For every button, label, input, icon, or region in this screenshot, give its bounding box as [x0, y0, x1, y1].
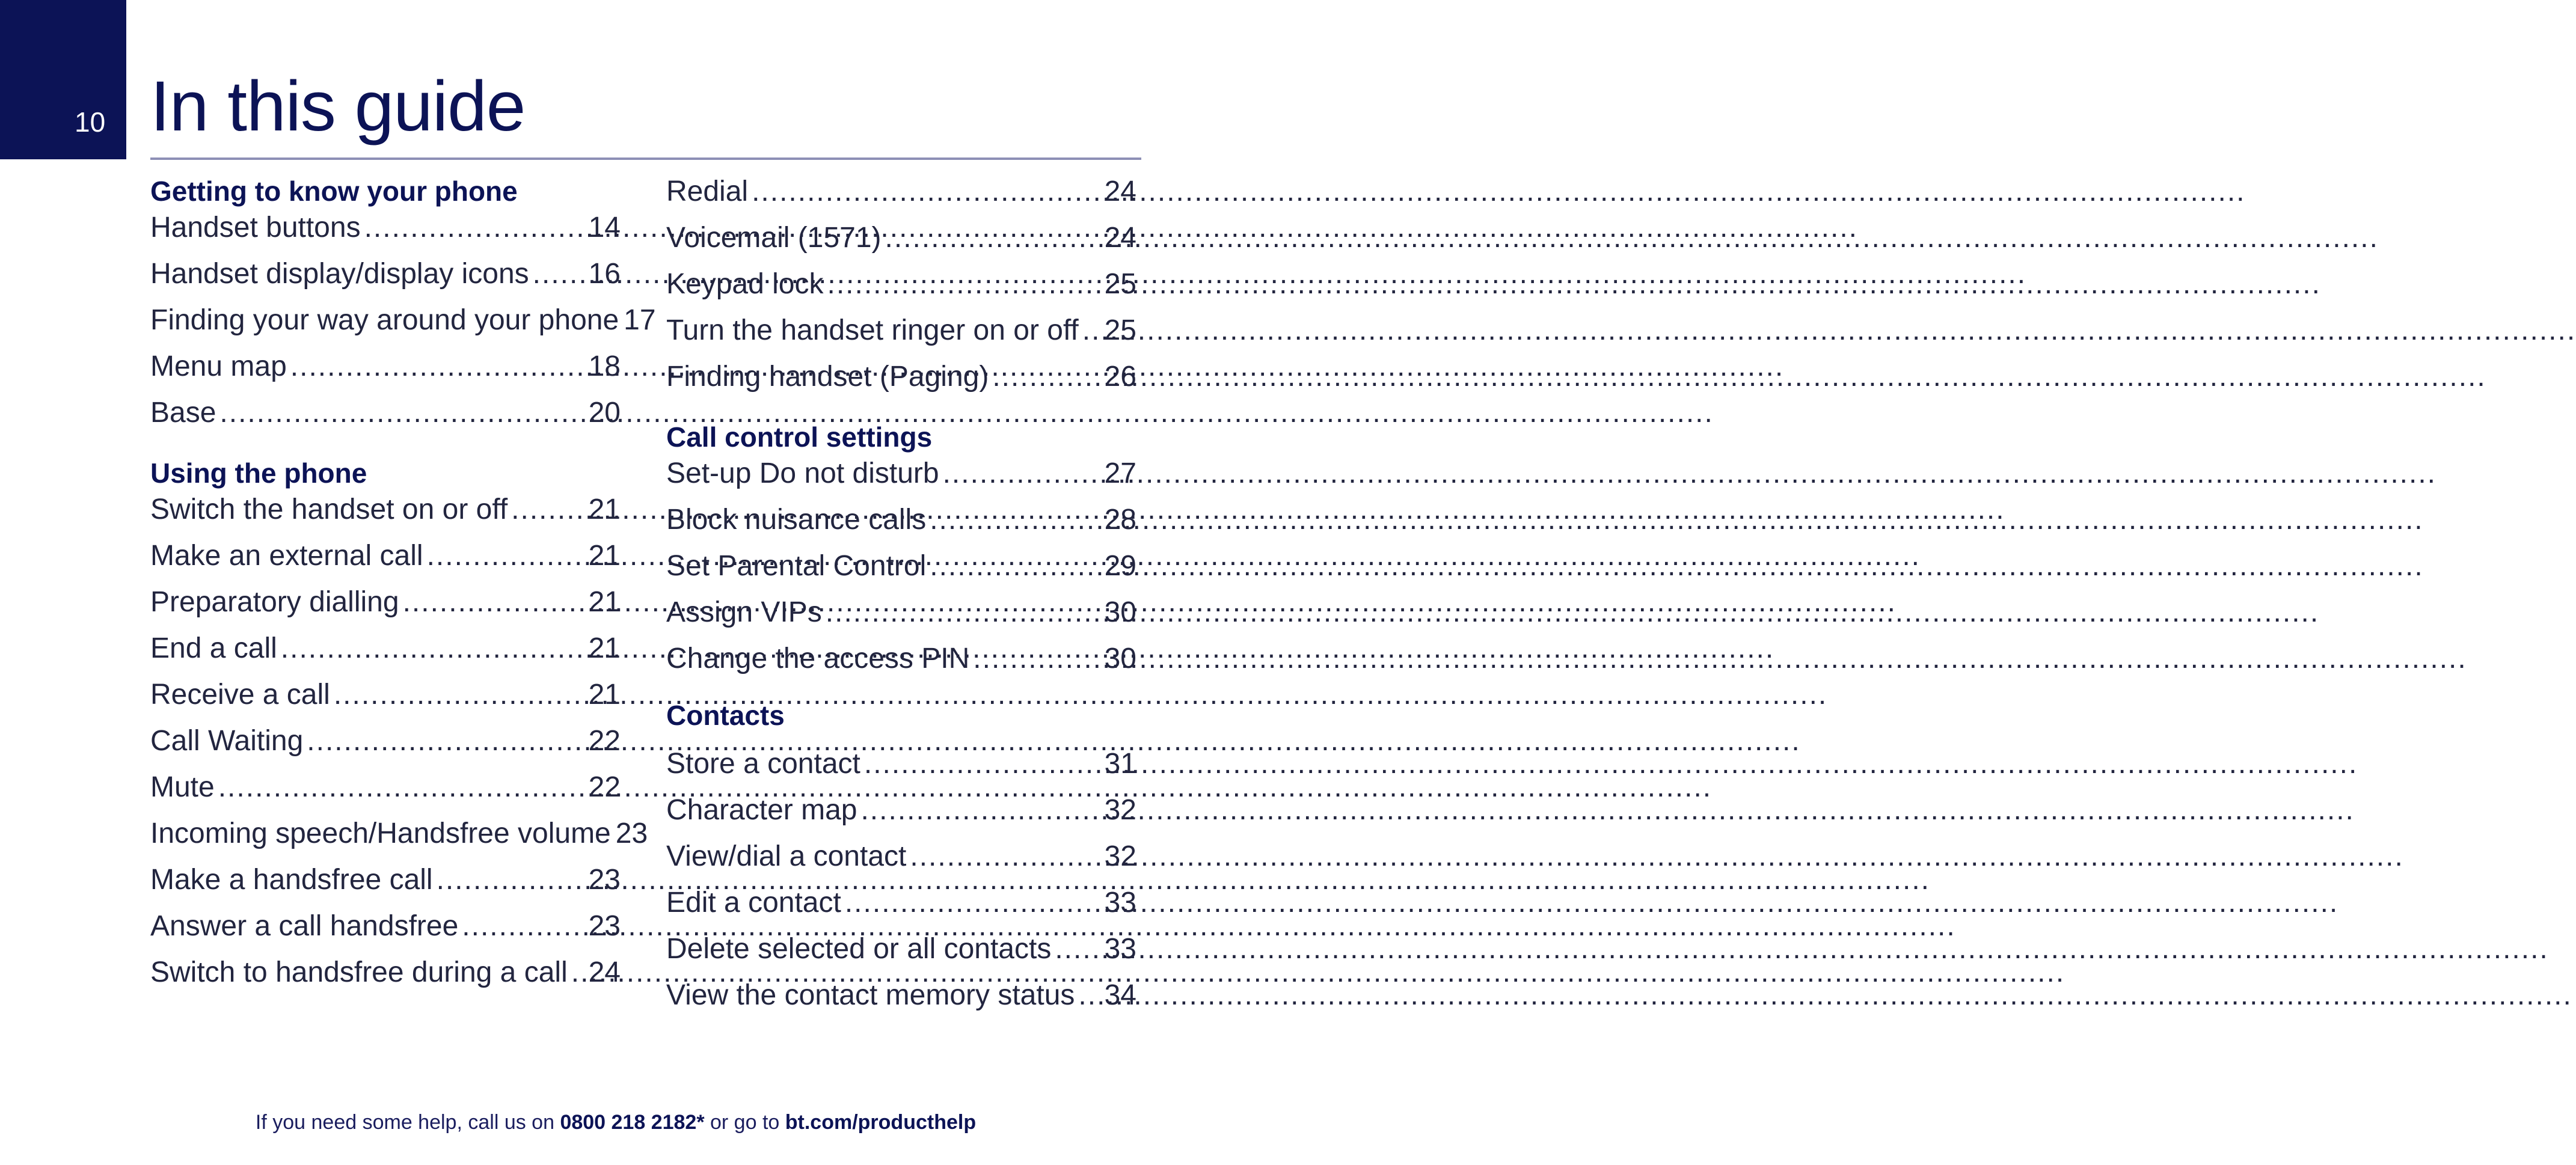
toc-entry-page: 30 [1104, 643, 1136, 674]
toc-entry-label: Voicemail (1571) [666, 222, 882, 254]
toc-entry-label: Menu map [150, 350, 287, 382]
toc-entry-page: 33 [1104, 933, 1136, 965]
leader-dots [218, 769, 587, 806]
toc-entry-page: 24 [1104, 222, 1136, 254]
toc-entry-label: View/dial a contact [666, 840, 907, 872]
toc-entry-page: 33 [1104, 887, 1136, 919]
toc-entry[interactable] [666, 745, 1136, 792]
toc-entry[interactable] [666, 792, 1136, 838]
leader-dots [910, 838, 1103, 875]
leader-dots [427, 537, 587, 575]
toc-entry[interactable] [666, 931, 1136, 977]
toc-entry[interactable] [666, 594, 1136, 640]
toc-entry-label: Switch to handsfree during a call [150, 956, 568, 988]
toc-entry-page: 25 [1104, 268, 1136, 300]
toc-entry-label: View the contact memory status [666, 979, 1075, 1011]
leader-dots [437, 861, 587, 899]
leader-dots [860, 792, 1103, 829]
toc-entry-label: Block nuisance calls [666, 504, 927, 536]
leader-dots [885, 219, 1103, 257]
toc-entry-page: 21 [588, 586, 621, 618]
toc-entry-page: 34 [1104, 979, 1136, 1011]
toc-entry[interactable] [666, 455, 1136, 501]
toc-entry-label: Make a handsfree call [150, 864, 433, 896]
toc-entry-label: Change the access PIN [666, 643, 970, 674]
toc-entry-page: 32 [1104, 794, 1136, 826]
toc-entry[interactable] [150, 815, 648, 861]
toc-entry[interactable] [666, 358, 1136, 405]
toc-left-column [150, 173, 656, 1000]
leader-dots [281, 630, 587, 667]
toc-entry[interactable] [150, 954, 621, 1000]
section-heading-using-the-phone: Using the phone [150, 457, 367, 489]
toc-entry[interactable] [666, 838, 1136, 884]
toc-entry-page: 23 [588, 910, 621, 942]
help-url-link[interactable]: bt.com/producthelp [785, 1111, 977, 1134]
section-heading-call-control: Call control settings [666, 421, 933, 453]
leader-dots [930, 501, 1103, 539]
toc-entry-label: Character map [666, 794, 857, 826]
toc-entry[interactable] [150, 723, 621, 769]
toc-entry-page: 17 [624, 304, 656, 336]
toc-entry-page: 29 [1104, 550, 1136, 582]
toc-entry-label: Receive a call [150, 679, 330, 711]
toc-entry-label: Finding your way around your phone [150, 304, 619, 336]
leader-dots [533, 255, 587, 293]
toc-entry-label: Set-up Do not disturb [666, 457, 939, 489]
leader-dots [1055, 931, 1103, 968]
leader-dots [1078, 977, 1103, 1014]
toc-entry-page: 32 [1104, 840, 1136, 872]
leader-dots [752, 173, 1103, 210]
toc-entry-label: Finding handset (Paging) [666, 361, 989, 393]
toc-entry[interactable] [666, 548, 1136, 594]
toc-entry-label: Answer a call handsfree [150, 910, 459, 942]
toc-entry-page: 16 [588, 258, 621, 290]
toc-entry[interactable] [150, 394, 621, 441]
toc-entry[interactable] [150, 209, 621, 255]
leader-dots [992, 358, 1103, 396]
section-heading-getting-to-know: Getting to know your phone [150, 176, 518, 207]
toc-entry-page: 21 [588, 632, 621, 664]
toc-entry[interactable] [666, 266, 1136, 312]
toc-entry-page: 20 [588, 397, 621, 429]
toc-entry-label: Turn the handset ringer on or off [666, 314, 1079, 346]
toc-entry[interactable] [150, 255, 621, 302]
leader-dots [219, 394, 587, 432]
toc-entry[interactable] [666, 501, 1136, 548]
toc-entry-label: Base [150, 397, 216, 429]
leader-dots [403, 584, 587, 621]
toc-entry-label: Mute [150, 771, 215, 803]
toc-entry-page: 24 [588, 956, 621, 988]
toc-entry-page: 21 [588, 679, 621, 711]
toc-entry-page: 21 [588, 540, 621, 572]
toc-entry[interactable] [666, 884, 1136, 931]
toc-entry-label: Set Parental Control [666, 550, 927, 582]
toc-entry[interactable] [150, 861, 621, 908]
toc-entry-page: 14 [588, 212, 621, 243]
toc-entry-page: 27 [1104, 457, 1136, 489]
leader-dots [307, 723, 587, 760]
leader-dots [511, 491, 587, 528]
toc-entry-page: 26 [1104, 361, 1136, 393]
toc-entry-label: Delete selected or all contacts [666, 933, 1052, 965]
toc-entry-label: End a call [150, 632, 277, 664]
page-number: 10 [75, 106, 106, 138]
toc-entry-label: Handset buttons [150, 212, 361, 243]
toc-right-column [666, 173, 1136, 1023]
toc-entry-page: 23 [588, 864, 621, 896]
toc-entry[interactable] [150, 537, 621, 584]
leader-dots [943, 455, 1103, 492]
leader-dots [827, 266, 1103, 303]
toc-entry-label: Assign VIPs [666, 596, 822, 628]
toc-entry-page: 21 [588, 494, 621, 525]
toc-entry[interactable] [666, 640, 1136, 686]
leader-dots [364, 209, 587, 246]
page-title: In this guide [150, 67, 526, 146]
toc-entry-page: 23 [615, 818, 648, 849]
toc-entry[interactable] [150, 630, 621, 676]
leader-dots [334, 676, 587, 714]
toc-entry-label: Make an external call [150, 540, 423, 572]
leader-dots [571, 954, 587, 991]
footer-text-before: If you need some help, call us on [255, 1111, 560, 1134]
toc-entry-label: Preparatory dialling [150, 586, 399, 618]
toc-entry-label: Handset display/display icons [150, 258, 529, 290]
toc-entry[interactable] [150, 348, 621, 394]
toc-entry-label: Redial [666, 176, 749, 207]
leader-dots [845, 884, 1103, 922]
toc-entry[interactable] [666, 219, 1136, 266]
leader-dots [462, 908, 587, 945]
toc-entry[interactable] [150, 584, 621, 630]
help-phone-number[interactable]: 0800 218 2182* [560, 1111, 705, 1134]
toc-entry[interactable] [666, 312, 1136, 358]
help-footer [0, 1111, 1231, 1134]
toc-entry[interactable] [150, 302, 656, 348]
leader-dots [826, 594, 1103, 631]
section-heading-contacts: Contacts [666, 700, 785, 731]
toc-entry-page: 22 [588, 771, 621, 803]
leader-dots [290, 348, 587, 385]
leader-dots [973, 640, 1103, 677]
toc-entry-label: Store a contact [666, 748, 860, 780]
leader-dots [930, 548, 1103, 585]
toc-entry-label: Incoming speech/Handsfree volume [150, 818, 611, 849]
toc-entry[interactable] [666, 173, 1136, 219]
toc-entry-label: Keypad lock [666, 268, 824, 300]
toc-entry[interactable] [150, 769, 621, 815]
toc-entry-label: Switch the handset on or off [150, 494, 508, 525]
title-divider [150, 157, 1141, 160]
toc-entry-page: 28 [1104, 504, 1136, 536]
toc-entry-page: 25 [1104, 314, 1136, 346]
toc-entry-page: 31 [1104, 748, 1136, 780]
toc-entry-label: Edit a contact [666, 887, 841, 919]
toc-entry-page: 18 [588, 350, 621, 382]
toc-entry[interactable] [150, 491, 621, 537]
leader-dots [1082, 312, 1103, 349]
toc-entry[interactable] [150, 676, 621, 723]
toc-entry[interactable] [150, 908, 621, 954]
footer-text-middle: or go to [704, 1111, 785, 1134]
toc-entry[interactable] [666, 977, 1136, 1023]
toc-entry-page: 22 [588, 725, 621, 757]
leader-dots [864, 745, 1103, 783]
toc-entry-label: Call Waiting [150, 725, 304, 757]
toc-entry-page: 24 [1104, 176, 1136, 207]
page-number-tab [0, 0, 126, 159]
toc-entry-page: 30 [1104, 596, 1136, 628]
